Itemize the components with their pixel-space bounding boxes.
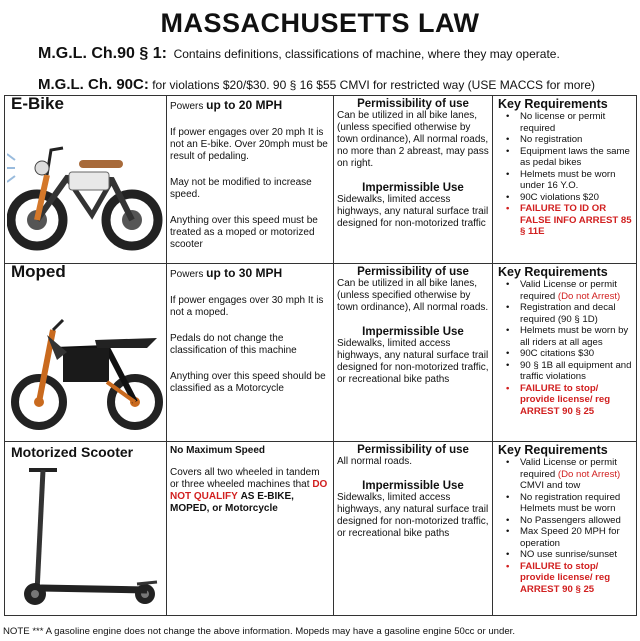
list-item — [496, 279, 633, 302]
scooter-cmvi: CMVI and tow — [520, 480, 581, 491]
list-item: • Max Speed 20 MPH for operation — [496, 526, 633, 549]
scooter-title: Motorized Scooter — [11, 444, 134, 460]
scooter-definition — [170, 467, 330, 515]
mgl-ch90-text: Contains definitions, classifications of machine, where they may operate. — [173, 47, 560, 61]
scooter-speed-value: No Maximum Speed — [170, 445, 266, 456]
moped-speed-note-1: If power engages over 30 mph It is not a moped. — [170, 295, 324, 318]
list-item: • Helmets must be worn by all riders at all ages — [496, 325, 633, 348]
list-item — [496, 457, 633, 492]
list-item: • 90C citations $30 — [496, 348, 633, 360]
scooter-perm-text: All normal roads. — [337, 456, 413, 467]
moped-imperm-text: Sidewalks, limited access highways, any natural surface trail designed for non-motorized traffic, or recreational bike paths — [337, 338, 489, 385]
mgl-ch90-label: M.G.L. Ch.90 § 1: — [38, 45, 167, 62]
ebike-speed — [170, 99, 330, 113]
moped-speed-note-3: Anything over this speed should be classified as a Motorcycle — [170, 371, 326, 394]
ebike-speed-cell — [167, 96, 334, 264]
moped-do-not-arrest: (Do not Arrest) — [557, 290, 621, 302]
scooter-kr-heading: Key Requirements — [498, 443, 608, 457]
ebike-use-cell — [334, 96, 493, 264]
scooter-do-not-qualify: DO NOT QUALIFY — [170, 479, 328, 502]
moped-image-cell — [5, 264, 167, 442]
mgl-ch90-line — [38, 45, 560, 63]
moped-speed-note-2: Pedals do not change the classification of this machine — [170, 333, 297, 356]
footer-note: NOTE *** A gasoline engine does not change the above information. Mopeds may have a gasoline engine 50cc or under. — [3, 626, 516, 637]
scooter-speed-cell — [167, 442, 334, 616]
moped-perm-text: Can be utilized in all bike lanes, (unless specified otherwise by town ordinance), All normal roads. — [337, 278, 489, 313]
moped-imperm-heading: Impermissible Use — [362, 326, 464, 338]
list-item: • 90C violations $20 — [496, 192, 633, 204]
ebike-speed-prefix: Powers — [170, 101, 207, 112]
ebike-imperm-text: Sidewalks, limited access highways, any natural surface trail designed for non-motorized traffic — [337, 194, 489, 229]
list-item: • No registration — [496, 134, 633, 146]
list-item: • NO use sunrise/sunset — [496, 549, 633, 561]
moped-use-cell — [334, 264, 493, 442]
ebike-title: E-Bike — [11, 94, 64, 113]
scooter-speed — [170, 445, 330, 457]
scooter-image — [7, 464, 167, 614]
ebike-perm-heading: Permissibility of use — [357, 98, 469, 110]
ebike-requirements-cell — [493, 96, 637, 264]
ebike-perm-text: Can be utilized in all bike lanes, (unless specified otherwise by town ordinance), All normal roads, no more than 2 abreast, may pass on right. — [337, 110, 489, 169]
list-item-warning: • FAILURE TO ID OR FALSE INFO ARREST 85 § 11E — [496, 203, 633, 238]
scooter-imperm-heading: Impermissible Use — [362, 480, 464, 492]
list-item: • Registration and decal required (90 § 1D) — [496, 302, 633, 325]
scooter-requirements-cell — [493, 442, 637, 616]
ebike-image-cell — [5, 96, 167, 264]
moped-row — [5, 264, 637, 442]
list-item: • No Passengers allowed — [496, 515, 633, 527]
scooter-use-cell — [334, 442, 493, 616]
scooter-kr-list — [496, 457, 633, 595]
moped-image — [7, 290, 167, 440]
page-title: MASSACHUSETTS LAW — [160, 8, 480, 38]
scooter-definition-bold: AS E-BIKE, MOPED, or Motorcycle — [170, 491, 294, 514]
moped-kr-list — [496, 279, 633, 417]
ebike-kr-heading: Key Requirements — [498, 97, 608, 111]
moped-speed-value: up to 30 MPH — [206, 266, 283, 280]
moped-speed-prefix: Powers — [170, 269, 207, 280]
vehicle-law-table — [4, 95, 637, 616]
moped-speed — [170, 267, 330, 281]
mgl-ch90c-line — [38, 76, 595, 93]
ebike-kr-list — [496, 111, 633, 238]
ebike-imperm-heading: Impermissible Use — [362, 182, 464, 194]
ebike-speed-note-3: Anything over this speed must be treated as a moped or motorized scooter — [170, 215, 318, 250]
list-item: • No license or permit required — [496, 111, 633, 134]
moped-title: Moped — [11, 262, 66, 281]
list-item: • No registration required Helmets must be worn — [496, 492, 633, 515]
scooter-definition-text: Covers all two wheeled in tandem or three wheeled machines that — [170, 467, 320, 490]
mgl-ch90c-label: M.G.L. Ch. 90C: — [38, 76, 149, 93]
moped-speed-cell — [167, 264, 334, 442]
list-item-warning: • FAILURE to stop/ provide license/ reg ARREST 90 § 25 — [496, 561, 633, 596]
ebike-speed-note-2: May not be modified to increase speed. — [170, 177, 312, 200]
moped-perm-heading: Permissibility of use — [357, 266, 469, 278]
scooter-do-not-arrest: (Do not Arrest) — [557, 468, 621, 480]
ebike-image — [7, 120, 167, 260]
scooter-image-cell — [5, 442, 167, 616]
ebike-speed-value: up to 20 MPH — [206, 98, 283, 112]
list-item: • Equipment laws the same as pedal bikes — [496, 146, 633, 169]
scooter-imperm-text: Sidewalks, limited access highways, any natural surface trail designed for non-motorized traffic, or recreational bike paths — [337, 492, 489, 539]
scooter-perm-heading: Permissibility of use — [357, 444, 469, 456]
scooter-row — [5, 442, 637, 616]
ebike-row — [5, 96, 637, 264]
moped-kr-license: Valid License or permit required — [520, 279, 617, 302]
list-item-warning: • FAILURE to stop/ provide license/ reg ARREST 90 § 25 — [496, 383, 633, 418]
list-item: • Helmets must be worn under 16 Y.O. — [496, 169, 633, 192]
moped-kr-heading: Key Requirements — [498, 265, 608, 279]
moped-requirements-cell — [493, 264, 637, 442]
scooter-kr-license: Valid License or permit required — [520, 457, 617, 480]
list-item: • 90 § 1B all equipment and traffic violations — [496, 360, 633, 383]
mgl-ch90c-text: for violations $20/$30. 90 § 16 $55 CMVI for restricted way (USE MACCS for more) — [152, 78, 596, 92]
ebike-speed-note-1: If power engages over 20 mph It is not an E-bike. Over 20mph must be result of pedaling. — [170, 127, 328, 162]
